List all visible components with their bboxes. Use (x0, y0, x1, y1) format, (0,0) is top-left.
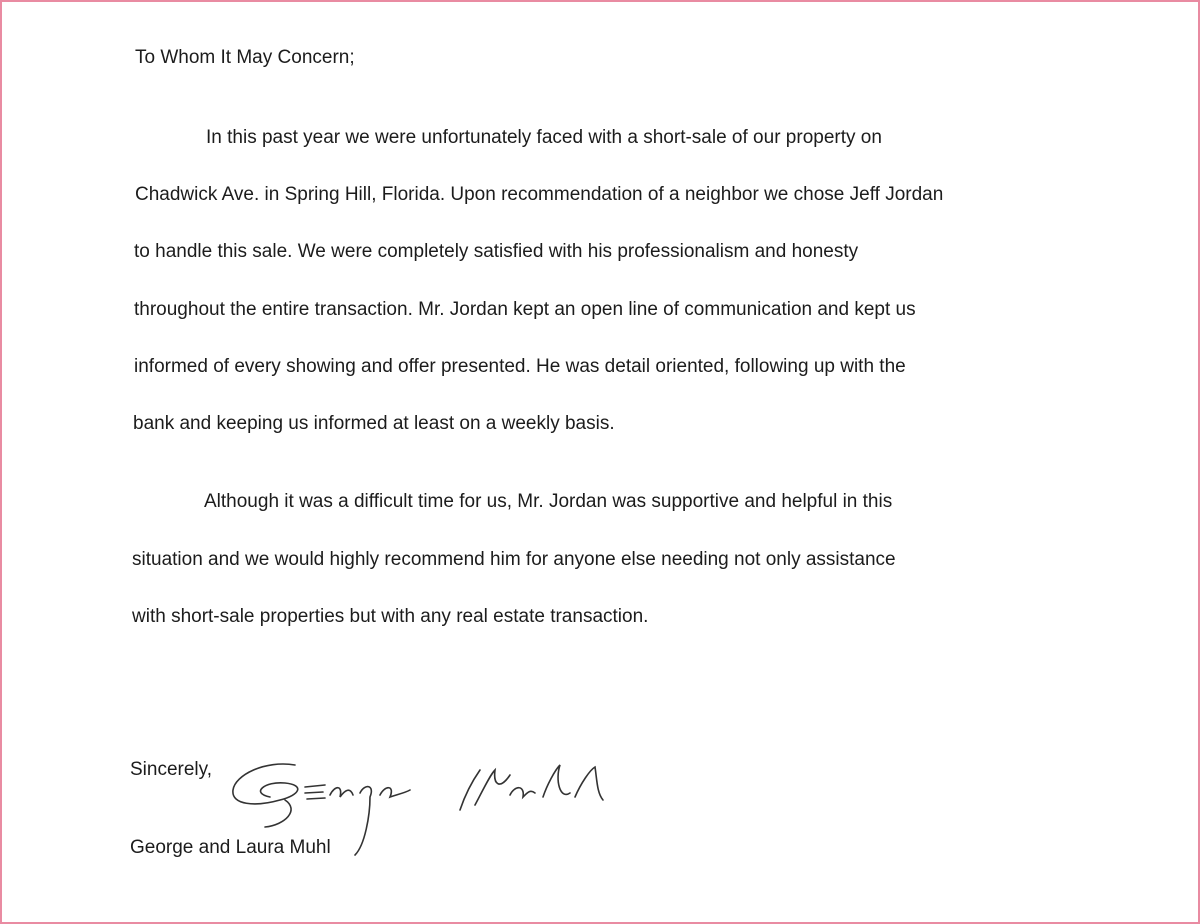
paragraph-1-line: bank and keeping us informed at least on a weekly basis. (133, 413, 615, 434)
paragraph-1-line: Chadwick Ave. in Spring Hill, Florida. Upon recommendation of a neighbor we chose Jeff Jordan (135, 184, 944, 205)
paragraph-2-line: situation and we would highly recommend him for anyone else needing not only assistance (132, 549, 896, 570)
salutation: To Whom It May Concern; (135, 47, 355, 68)
paragraph-1-line: In this past year we were unfortunately faced with a short-sale of our property on (206, 127, 882, 148)
paragraph-1-line: to handle this sale. We were completely satisfied with his professionalism and honesty (134, 241, 859, 262)
closing: Sincerely, (130, 759, 213, 780)
paragraph-2-line: Although it was a difficult time for us, Mr. Jordan was supportive and helpful in this (204, 491, 893, 512)
signatories: George and Laura Muhl (130, 837, 331, 858)
paragraph-1-line: informed of every showing and offer presented. He was detail oriented, following up with the (134, 356, 906, 377)
paragraph-2-line: with short-sale properties but with any real estate transaction. (132, 606, 649, 627)
paragraph-1-line: throughout the entire transaction. Mr. Jordan kept an open line of communication and kept us (134, 299, 916, 320)
